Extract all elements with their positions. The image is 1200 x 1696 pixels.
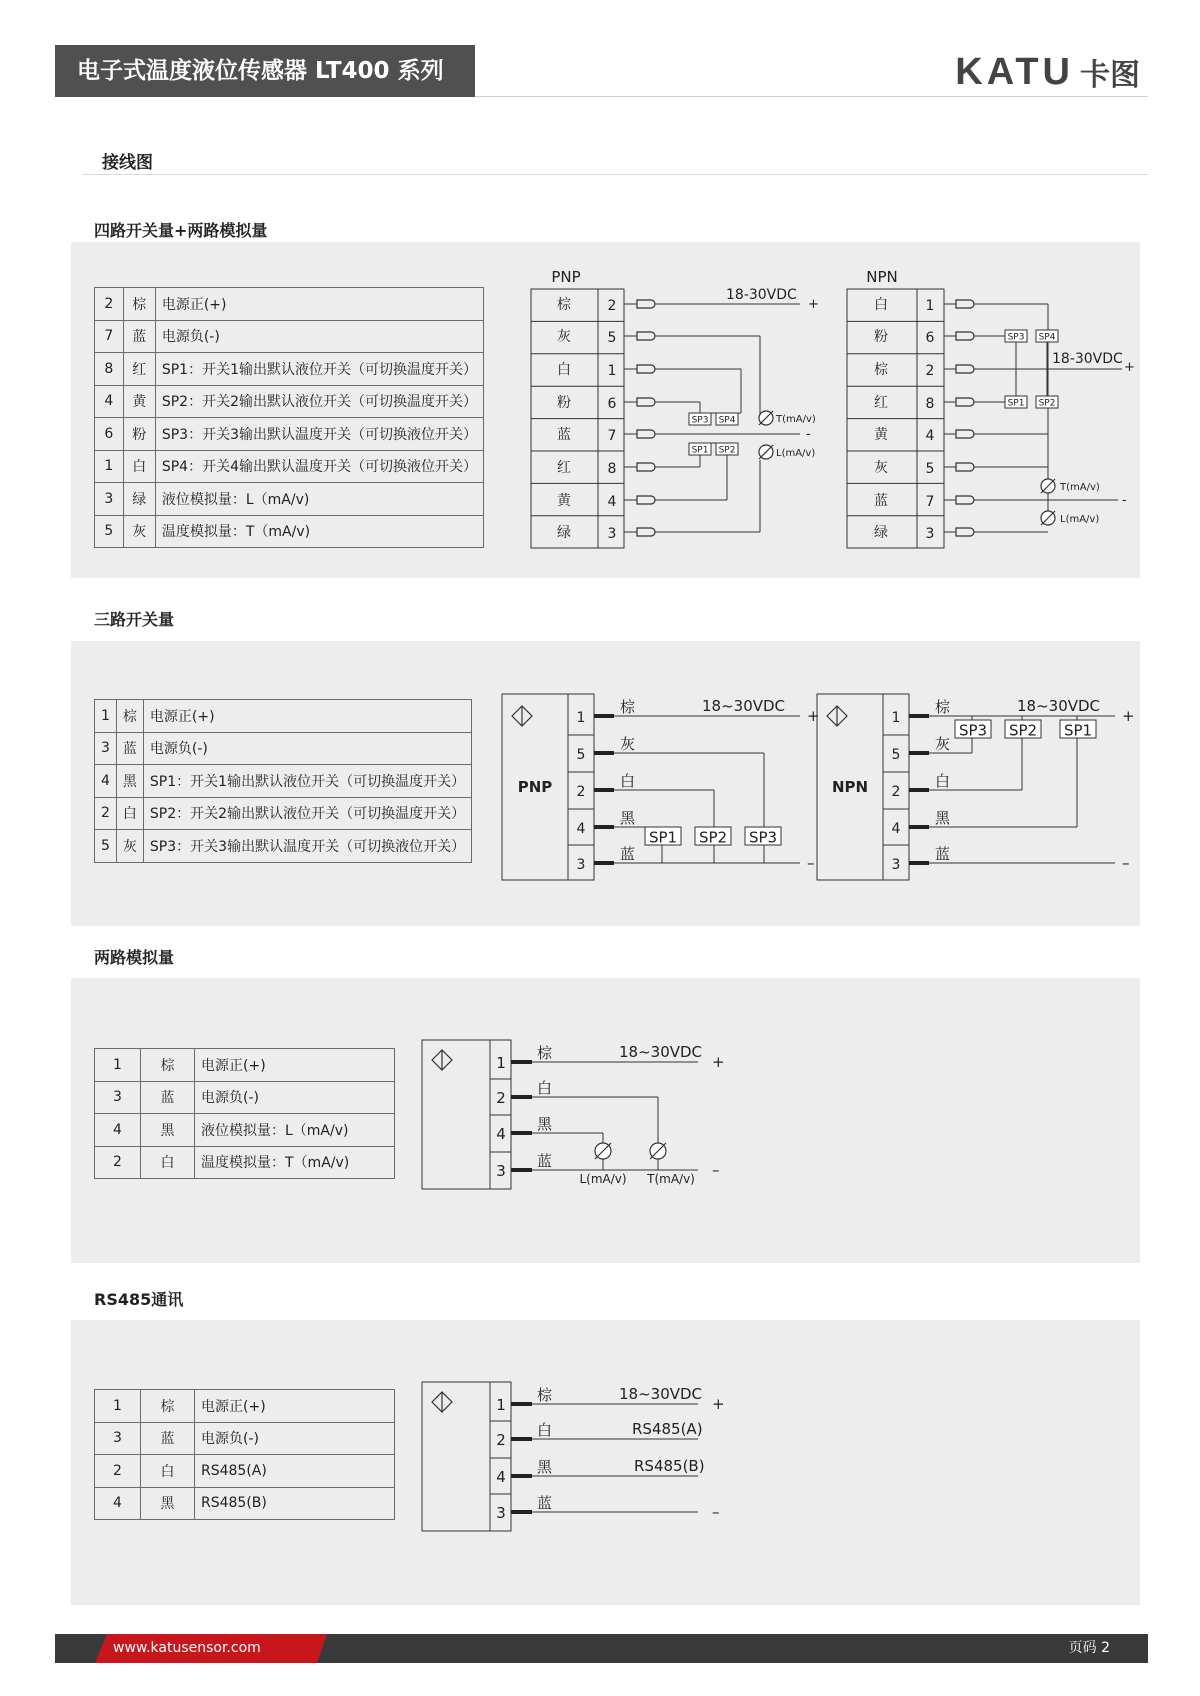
s2-pnp-pin: 4 (576, 821, 586, 837)
switch-label: SP4 (1038, 332, 1056, 343)
s2-pnp-pin: 1 (576, 710, 586, 726)
s3-pin: 1 (496, 1054, 506, 1072)
wire-color: 红 (123, 353, 155, 386)
pnp-t-label: T(mA/v) (776, 414, 816, 425)
pin-number: 3 (95, 1422, 141, 1455)
wire-color: 白 (123, 450, 155, 483)
s2-pnp-minus: – (807, 854, 815, 872)
pin-number: 1 (95, 700, 117, 733)
switch-label: SP3 (691, 415, 709, 426)
s2-npn-pin: 3 (891, 857, 901, 873)
s3-wire-color: 白 (537, 1079, 553, 1097)
pin-number: 4 (95, 1487, 141, 1520)
npn-wire-color: 蓝 (874, 493, 888, 509)
pin-function: 电源负(-) (143, 732, 471, 765)
s2-npn-wire-color: 灰 (935, 735, 951, 753)
switch-label: SP1 (1063, 721, 1093, 740)
section-title: 接线图 (102, 153, 153, 173)
pin-number: 8 (95, 353, 124, 386)
pin-function: 电源正(+) (143, 700, 471, 733)
pin-function: SP1：开关1输出默认液位开关（可切换温度开关） (143, 765, 471, 798)
switch-label: SP1 (691, 445, 709, 456)
wire-color: 粉 (123, 418, 155, 451)
pin-number: 4 (95, 765, 117, 798)
switch-label: SP3 (1007, 332, 1025, 343)
npn-pin: 7 (925, 494, 935, 510)
pnp-pin: 6 (607, 396, 617, 412)
s2-pnp-pin: 5 (576, 747, 586, 763)
pin-number: 3 (95, 483, 124, 516)
s2-npn-pin: 5 (891, 747, 901, 763)
s4-a-label: RS485(A) (632, 1420, 703, 1438)
pin-number: 2 (95, 1146, 141, 1179)
pin-function: 电源正(+) (195, 1049, 395, 1082)
s4-pin: 2 (496, 1431, 506, 1449)
npn-l-label: L(mA/v) (1060, 514, 1100, 525)
pnp-plus: + (808, 297, 819, 312)
pnp-wire-color: 棕 (557, 297, 571, 313)
pin-number: 6 (95, 418, 124, 451)
s2-npn-pin: 1 (891, 710, 901, 726)
npn-minus: - (1122, 493, 1127, 508)
switch-label: SP4 (718, 415, 736, 426)
npn-pin: 6 (925, 330, 935, 346)
s4-wire-color: 白 (537, 1421, 553, 1439)
pin-function: 电源负(-) (155, 320, 483, 353)
s2-npn-wire-color: 白 (935, 772, 951, 790)
s3-plus: + (712, 1053, 725, 1071)
pin-number: 5 (95, 515, 124, 548)
pnp-pin: 3 (607, 526, 617, 542)
npn-pin: 5 (925, 461, 935, 477)
npn-wire-color: 黄 (874, 427, 888, 443)
pin-number: 1 (95, 1049, 141, 1082)
s4-pin: 1 (496, 1396, 506, 1414)
pnp-wire-color: 绿 (557, 525, 571, 541)
s3-l-label: L(mA/v) (579, 1172, 627, 1186)
s3-minus: – (712, 1161, 720, 1179)
switch-label: SP1 (648, 828, 678, 847)
pin-function: SP2：开关2输出默认液位开关（可切换温度开关） (143, 797, 471, 830)
npn-wire-color: 绿 (874, 525, 888, 541)
pin-number: 5 (95, 830, 117, 863)
pnp-wire-color: 粉 (557, 395, 571, 411)
pin-function: SP3：开关3输出默认温度开关（可切换液位开关） (155, 418, 483, 451)
npn-label: NPN (866, 268, 898, 286)
wire-color: 白 (141, 1146, 195, 1179)
s2-pnp-wire-color: 黑 (620, 809, 636, 827)
npn-pin: 2 (925, 363, 935, 379)
pin-number: 2 (95, 1455, 141, 1488)
s2-npn-wire-color: 黑 (935, 809, 951, 827)
s4-supply-label: 18~30VDC (619, 1385, 703, 1403)
pnp-pin: 7 (607, 428, 617, 444)
pnp-wire-color: 蓝 (557, 427, 571, 443)
pnp-pin: 8 (607, 461, 617, 477)
pin-function: 液位模拟量：L（mA/v) (195, 1114, 395, 1147)
wire-color: 黑 (116, 765, 143, 798)
pin-function: 电源正(+) (155, 288, 483, 321)
s3-pin: 2 (496, 1089, 506, 1107)
pnp-l-label: L(mA/v) (776, 448, 816, 459)
page-number: 页码 2 (1068, 1640, 1110, 1656)
s2-pnp-label: PNP (517, 778, 553, 796)
s3-wire-color: 棕 (537, 1044, 553, 1062)
pin-number: 3 (95, 1081, 141, 1114)
s4-pin: 4 (496, 1468, 506, 1486)
pnp-supply-label: 18-30VDC (726, 287, 797, 303)
wire-color: 黑 (141, 1114, 195, 1147)
pin-function: 电源正(+) (195, 1390, 395, 1423)
npn-wire-color: 白 (874, 297, 888, 313)
npn-wire-color: 灰 (874, 460, 888, 476)
s2-npn-plus: + (1122, 707, 1135, 725)
npn-plus: + (1124, 360, 1135, 375)
s4-pin: 3 (496, 1504, 506, 1522)
pin-function: 电源负(-) (195, 1081, 395, 1114)
wire-color: 棕 (141, 1049, 195, 1082)
header-title: 电子式温度液位传感器 LT400 系列 (55, 45, 475, 97)
pin-number: 7 (95, 320, 124, 353)
switch-label: SP1 (1007, 398, 1025, 409)
wire-color: 灰 (116, 830, 143, 863)
footer-url[interactable]: www.katusensor.com (113, 1640, 261, 1656)
npn-wire-color: 红 (874, 395, 888, 411)
s2-pnp-plus: + (807, 707, 820, 725)
logo-text: KATU (955, 50, 1074, 93)
s4-b-label: RS485(B) (634, 1457, 705, 1475)
switch-label: SP2 (698, 828, 728, 847)
wire-color: 棕 (116, 700, 143, 733)
switch-label: SP3 (748, 828, 778, 847)
s2-pnp-supply-label: 18~30VDC (702, 697, 786, 715)
s2-npn-wire-color: 棕 (935, 698, 951, 716)
pnp-wire-color: 白 (557, 362, 571, 378)
wire-color: 灰 (123, 515, 155, 548)
switch-label: SP2 (718, 445, 736, 456)
npn-wire-color: 粉 (874, 329, 888, 345)
wire-color: 白 (141, 1455, 195, 1488)
npn-pin: 8 (925, 396, 935, 412)
switch-label: SP3 (958, 721, 988, 740)
s3-supply-label: 18~30VDC (619, 1043, 703, 1061)
npn-pin: 1 (925, 298, 935, 314)
pin-number: 1 (95, 1390, 141, 1423)
footer-bar (55, 1634, 1148, 1663)
switch-label: SP2 (1008, 721, 1038, 740)
s4-wire-color: 棕 (537, 1386, 553, 1404)
s2-pnp-wire-color: 棕 (620, 698, 636, 716)
s3-wire-color: 黑 (537, 1115, 553, 1133)
s4-plus: + (712, 1395, 725, 1413)
pin-function: RS485(B) (195, 1487, 395, 1520)
pnp-minus: - (806, 427, 811, 442)
pnp-label: PNP (551, 268, 581, 286)
npn-supply-label: 18-30VDC (1052, 351, 1123, 367)
s2-pnp-pin: 3 (576, 857, 586, 873)
pin-function: 电源负(-) (195, 1422, 395, 1455)
s4-title: RS485通讯 (94, 1290, 184, 1309)
pnp-wire-color: 红 (557, 460, 571, 476)
s3-t-label: T(mA/v) (647, 1172, 695, 1186)
pin-number: 1 (95, 450, 124, 483)
pin-function: SP1：开关1输出默认液位开关（可切换温度开关） (155, 353, 483, 386)
s2-pnp-wire-color: 灰 (620, 735, 636, 753)
s2-npn-pin: 4 (891, 821, 901, 837)
s2-title: 三路开关量 (94, 610, 175, 629)
pin-function: SP2：开关2输出默认液位开关（可切换温度开关） (155, 385, 483, 418)
logo-cn: 卡图 (1080, 58, 1140, 93)
wire-color: 白 (116, 797, 143, 830)
pin-function: SP3：开关3输出默认温度开关（可切换液位开关） (143, 830, 471, 863)
pin-number: 2 (95, 288, 124, 321)
s2-pnp-wire-color: 白 (620, 772, 636, 790)
pin-number: 4 (95, 1114, 141, 1147)
s2-npn-pin: 2 (891, 784, 901, 800)
pin-number: 3 (95, 732, 117, 765)
s3-pin: 4 (496, 1125, 506, 1143)
s2-npn-supply-label: 18~30VDC (1017, 697, 1101, 715)
wire-color: 绿 (123, 483, 155, 516)
s2-npn-wire-color: 蓝 (935, 845, 951, 863)
pin-function: 温度模拟量：T（mA/v) (195, 1146, 395, 1179)
s2-npn-label: NPN (831, 778, 869, 796)
s3-wire-color: 蓝 (537, 1152, 553, 1170)
pin-number: 4 (95, 385, 124, 418)
s4-wire-color: 黑 (537, 1458, 553, 1476)
s3-title: 两路模拟量 (94, 948, 175, 967)
pin-function: RS485(A) (195, 1455, 395, 1488)
s2-pnp-wire-color: 蓝 (620, 845, 636, 863)
wire-color: 蓝 (141, 1422, 195, 1455)
npn-pin: 3 (925, 526, 935, 542)
npn-t-label: T(mA/v) (1060, 482, 1100, 493)
pin-function: 温度模拟量：T（mA/v) (155, 515, 483, 548)
pin-function: SP4：开关4输出默认温度开关（可切换液位开关） (155, 450, 483, 483)
pnp-pin: 5 (607, 330, 617, 346)
s1-title: 四路开关量+两路模拟量 (94, 221, 268, 240)
wire-color: 黄 (123, 385, 155, 418)
pnp-pin: 1 (607, 363, 617, 379)
s2-npn-minus: – (1122, 854, 1130, 872)
wire-color: 蓝 (116, 732, 143, 765)
wire-color: 蓝 (141, 1081, 195, 1114)
wire-color: 棕 (123, 288, 155, 321)
npn-wire-color: 棕 (874, 362, 888, 378)
pnp-pin: 2 (607, 298, 617, 314)
wire-color: 棕 (141, 1390, 195, 1423)
s4-minus: – (712, 1503, 720, 1521)
pin-function: 液位模拟量：L（mA/v) (155, 483, 483, 516)
s3-pin: 3 (496, 1162, 506, 1180)
npn-pin: 4 (925, 428, 935, 444)
s2-pnp-pin: 2 (576, 784, 586, 800)
switch-label: SP2 (1038, 398, 1056, 409)
wire-color: 黑 (141, 1487, 195, 1520)
pnp-wire-color: 黄 (557, 493, 571, 509)
wire-color: 蓝 (123, 320, 155, 353)
s4-wire-color: 蓝 (537, 1494, 553, 1512)
pnp-pin: 4 (607, 494, 617, 510)
pin-number: 2 (95, 797, 117, 830)
pnp-wire-color: 灰 (557, 329, 571, 345)
